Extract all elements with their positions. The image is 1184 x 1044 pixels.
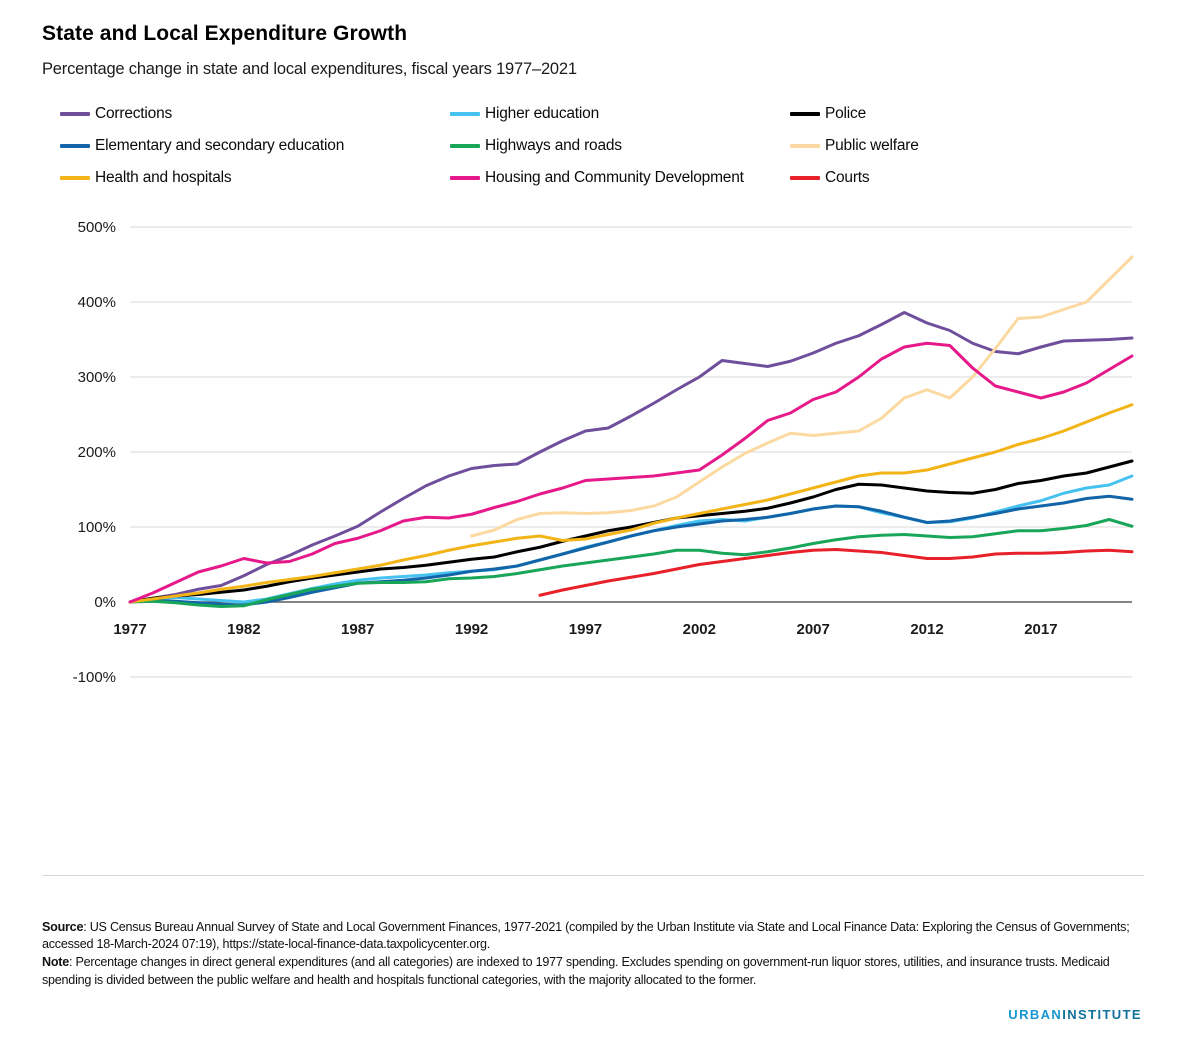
urban-institute-logo: [1008, 1007, 1142, 1022]
x-tick-label: 1997: [568, 621, 603, 638]
legend-item-elementary-and-secondary-education[interactable]: [60, 137, 450, 155]
legend-label: Corrections: [95, 105, 173, 122]
y-tick-label: -100%: [72, 669, 116, 686]
y-tick-label: 500%: [77, 219, 116, 236]
legend-item-public-welfare[interactable]: [790, 137, 1144, 155]
series-line: [130, 343, 1132, 602]
legend-swatch-elementary-and-secondary-education: [60, 144, 90, 148]
legend-item-police[interactable]: [790, 105, 1144, 123]
source-label: Source: [42, 919, 84, 934]
x-tick-label: 1982: [227, 621, 261, 638]
legend-swatch-courts: [790, 176, 820, 180]
legend-item-health-and-hospitals[interactable]: [60, 169, 450, 187]
x-tick-label: 2007: [796, 621, 830, 638]
y-tick-label: 0%: [94, 594, 116, 611]
brand-institute: INSTITUTE: [1062, 1007, 1142, 1022]
legend-label: Higher education: [485, 105, 599, 122]
legend-label: Elementary and secondary education: [95, 137, 345, 154]
chart-footnotes: [42, 919, 1144, 991]
gridlines: [130, 227, 1132, 677]
legend-swatch-housing-and-community-development: [450, 176, 480, 180]
legend-label: Public welfare: [825, 137, 919, 154]
y-tick-label: 300%: [77, 369, 116, 386]
note-text: : Percentage changes in direct general expenditures (and all categories) are indexed to 1977 spending. Excludes spending on government-run liquor stores, utilities, and insurance trusts. Medicaid spending is divided between the public welfare and health and hospitals functional categories, with the majority allocated to the former.: [42, 955, 1110, 988]
legend-item-corrections[interactable]: [60, 105, 450, 123]
y-axis-tick-labels: [73, 219, 116, 686]
series-line: [130, 313, 1132, 603]
data-series-group: [130, 257, 1132, 607]
page-subtitle: Percentage change in state and local expenditures, fiscal years 1977–2021: [42, 60, 577, 78]
legend-label: Police: [825, 105, 867, 122]
x-axis-tick-labels: [113, 621, 1057, 638]
legend-swatch-health-and-hospitals: [60, 176, 90, 180]
series-line: [130, 496, 1132, 605]
y-tick-label: 400%: [77, 294, 116, 311]
x-tick-label: 1992: [454, 621, 489, 638]
y-tick-label: 100%: [77, 519, 116, 536]
legend-swatch-higher-education: [450, 112, 480, 116]
legend-item-highways-and-roads[interactable]: [450, 137, 790, 155]
legend-label: Health and hospitals: [95, 169, 232, 186]
legend-swatch-public-welfare: [790, 144, 820, 148]
brand-urban: URBAN: [1008, 1007, 1063, 1022]
x-tick-label: 1977: [113, 621, 147, 638]
x-tick-label: 2017: [1024, 621, 1058, 638]
legend-label: Highways and roads: [485, 137, 622, 154]
legend-swatch-police: [790, 112, 820, 116]
source-text: : US Census Bureau Annual Survey of State and Local Government Finances, 1977-2021 (compiled by the Urban Institute via State and Local Finance Data: Exploring the Census of Governments; accessed 18-March-2024 07:19), https://state-local-finance-data.taxpolicycenter.org.: [42, 919, 1130, 952]
legend-label: Courts: [825, 169, 870, 186]
line-chart: [42, 209, 1142, 779]
series-line: [130, 405, 1132, 602]
x-tick-label: 1987: [341, 621, 375, 638]
x-tick-label: 2012: [910, 621, 944, 638]
chart-legend: [60, 105, 1144, 187]
legend-item-higher-education[interactable]: [450, 105, 790, 123]
x-tick-label: 2002: [682, 621, 717, 638]
legend-swatch-corrections: [60, 112, 90, 116]
footer-divider: [42, 875, 1144, 876]
page-title: State and Local Expenditure Growth: [42, 22, 408, 45]
legend-item-housing-and-community-development[interactable]: [450, 169, 790, 187]
legend-item-courts[interactable]: [790, 169, 1144, 187]
y-tick-label: 200%: [77, 444, 116, 461]
legend-label: Housing and Community Development: [485, 169, 744, 186]
legend-swatch-highways-and-roads: [450, 144, 480, 148]
note-label: Note: [42, 955, 69, 970]
chart-canvas: [42, 209, 1142, 779]
